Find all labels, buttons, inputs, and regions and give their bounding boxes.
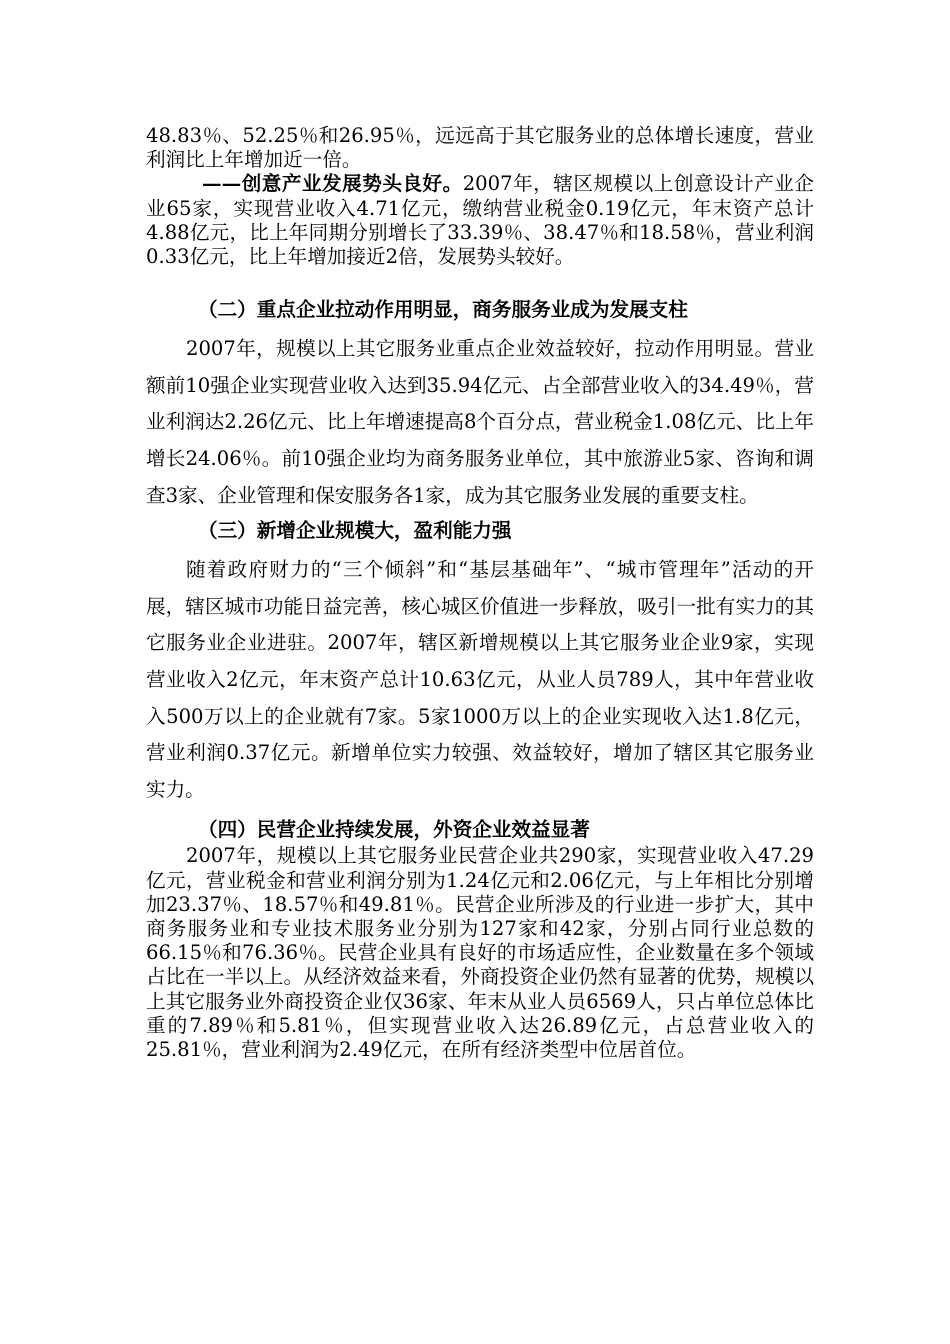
paragraph-growth-summary: 48.83％、52.25％和26.95％，远远高于其它服务业的总体增长速度，营业利润比上年增加近一倍。 <box>146 124 814 172</box>
paragraph-body-creative-industry: 2007年，辖区规模以上创意设计产业企业65家，实现营业收入4.71亿元，缴纳营业税金0.19亿元，年末资产总计4.88亿元，比上年同期分别增长了33.39％、38.47％和18.58％，营业利润0.33亿元，比上年增加接近2倍，发展势头较好。 <box>146 172 814 269</box>
paragraph-new-enterprises: 随着政府财力的“三个倾斜”和“基层基础年”、“城市管理年”活动的开展，辖区城市功能日益完善，核心城区价值进一步释放，吸引一批有实力的其它服务业企业进驻。2007年，辖区新增规模以上其它服务业企业9家，实现营业收入2亿元，年末资产总计10.63亿元，从业人员789人，其中年营业收入500万以上的企业就有7家。5家1000万以上的企业实现收入达1.8亿元，营业利润0.37亿元。新增单位实力较强、效益较好，增加了辖区其它服务业实力。 <box>146 558 814 801</box>
section-heading-2: （二）重点企业拉动作用明显，商务服务业成为发展支柱 <box>198 298 688 322</box>
section-heading-4: （四）民营企业持续发展，外资企业效益显著 <box>198 818 590 842</box>
paragraph-private-foreign-enterprises: 2007年，规模以上其它服务业民营企业共290家，实现营业收入47.29亿元，营业税金和营业利润分别为1.24亿元和2.06亿元，与上年相比分别增加23.37％、18.57％和49.81％。民营企业所涉及的行业进一步扩大，其中商务服务业和专业技术服务业分别为127家和42家，分别占同行业总数的66.15％和76.36％。民营企业具有良好的市场适应性，企业数量在多个领域占比在一半以上。从经济效益来看，外商投资企业仍然有显著的优势，规模以上其它服务业外商投资企业仅36家、年末从业人员6569人，只占单位总体比重的7.89％和5.81％，但实现营业收入达26.89亿元，占总营业收入的25.81％，营业利润为2.49亿元，在所有经济类型中位居首位。 <box>146 844 814 1061</box>
paragraph-creative-industry <box>146 172 814 269</box>
paragraph-lead-creative-industry: ——创意产业发展势头良好。 <box>202 172 463 196</box>
paragraph-key-enterprises: 2007年，规模以上其它服务业重点企业效益较好，拉动作用明显。营业额前10强企业实现营业收入达到35.94亿元、占全部营业收入的34.49％，营业利润达2.26亿元、比上年增速提高8个百分点，营业税金1.08亿元、比上年增长24.06％。前10强企业均为商务服务业单位，其中旅游业5家、咨询和调查3家、企业管理和保安服务各1家，成为其它服务业发展的重要支柱。 <box>146 337 814 507</box>
document-page <box>146 124 814 1062</box>
section-heading-3: （三）新增企业规模大，盈利能力强 <box>198 519 512 543</box>
